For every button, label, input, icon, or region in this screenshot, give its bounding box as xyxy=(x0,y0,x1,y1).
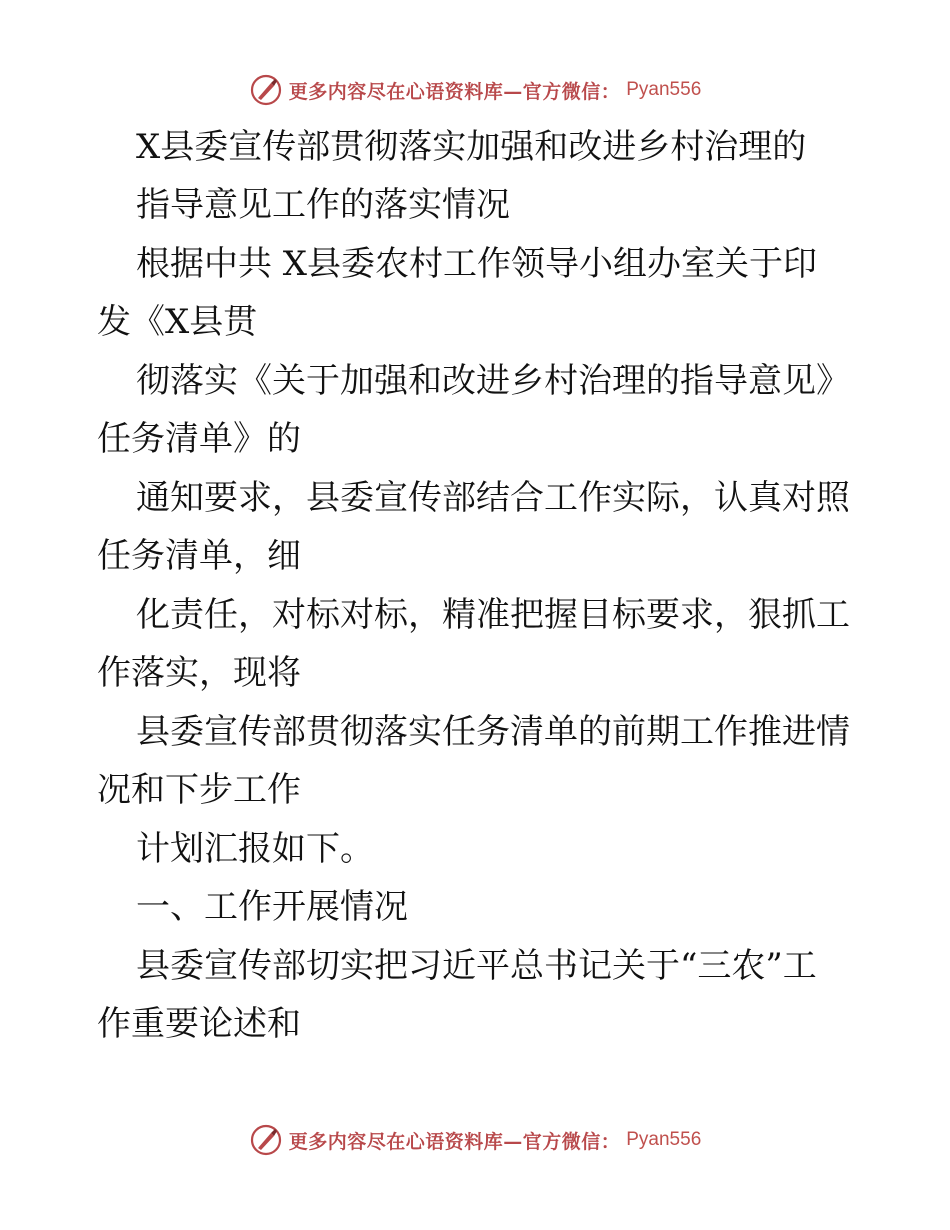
paragraph-line: 根据中共 X县委农村工作领导小组办室关于印 xyxy=(136,244,818,284)
title-line-1: X县委宣传部贯彻落实加强和改进乡村治理的 xyxy=(136,127,807,167)
paragraph-line: 发《X县贯 xyxy=(97,302,258,342)
paragraph-line: 县委宣传部切实把习近平总书记关于“三农”工 xyxy=(136,946,817,986)
paragraph-line: 作落实，现将 xyxy=(97,653,301,693)
paragraph-line: 计划汇报如下。 xyxy=(136,829,374,869)
watermark-text: 更多内容尽在心语资料库—官方微信： xyxy=(288,80,621,103)
paragraph-line: 彻落实《关于加强和改进乡村治理的指导意见》 xyxy=(136,361,850,401)
paragraph-line: 作重要论述和 xyxy=(97,1004,301,1044)
paragraph-line: 县委宣传部贯彻落实任务清单的前期工作推进情 xyxy=(136,712,850,752)
watermark-wechat-id: Pyan556 xyxy=(626,79,702,100)
paragraph-line: 任务清单，细 xyxy=(97,536,301,576)
watermark-text: 更多内容尽在心语资料库—官方微信： xyxy=(288,1130,621,1153)
pen-logo-icon xyxy=(249,1123,283,1157)
title-line-2: 指导意见工作的落实情况 xyxy=(136,185,510,225)
paragraph-line: 化责任，对标对标，精准把握目标要求，狠抓工 xyxy=(136,595,850,635)
footer-watermark xyxy=(0,1122,950,1158)
paragraph-line: 通知要求，县委宣传部结合工作实际，认真对照 xyxy=(136,478,850,518)
paragraph-line: 况和下步工作 xyxy=(97,770,301,810)
paragraph-line: 任务清单》的 xyxy=(97,419,301,459)
section-heading: 一、工作开展情况 xyxy=(136,887,408,927)
watermark-wechat-id: Pyan556 xyxy=(626,1129,702,1150)
